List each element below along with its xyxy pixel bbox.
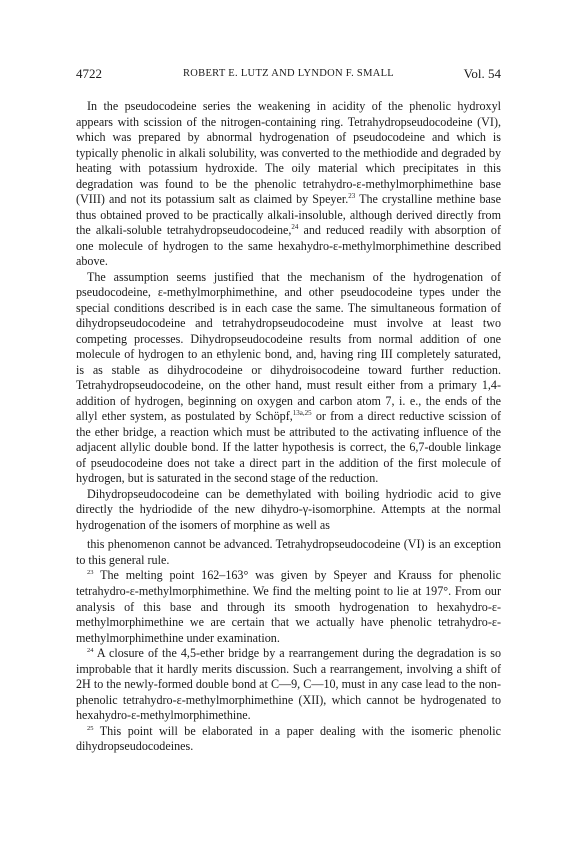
footnote-23 [76,568,501,646]
page-number: 4722 [76,66,102,81]
paragraph-3: Dihydropseudocodeine can be demethylated with boiling hydriodic acid to give directly the hydriodide of the new dihydro-γ-isomorphine. Attempts at the normal hydrogenation of the isomers of morphine as well as [76,486,501,532]
main-text [76,99,501,755]
footnote-23-text: The melting point 162–163° was given by Speyer and Krauss for phenolic tetrahydro-ε-methylmorphimethine. We find the melting point to lie at 197°. From our analysis of this base and through its smooth hydrogenation to hexahydro-ε-methylmorphimethine we are certain that we actually have phenolic tetrahydro-ε-methylmorphimethine under examination. [76,568,501,645]
footnote-25-number: 25 [87,724,94,732]
volume-label: Vol. 54 [463,66,501,81]
paragraph-1-text-b: The crystalline methine base thus obtained proved to be practically alkali-insoluble, although derived directly from the alkali-soluble tetrahydropseudocodeine, [76,192,501,238]
page-header [76,66,501,84]
paragraph-2 [76,270,501,487]
paragraph-1-text: In the pseudocodeine series the weakening in acidity of the phenolic hydroxyl appears with scission of the nitrogen-containing ring. Tetrahydropseudocodeine (VI), which was prepared by abnormal hydrogenation of pseudocodeine and which is typically phenolic in alkali solubility, was converted to the methiodide and degraded by heating with potassium hydroxide. The oily material which precipitates in this degradation was found to be the phenolic tetrahydro-ε-methylmorphimethine base (VIII) and not its potassium salt as claimed by Speyer. [76,99,501,207]
paragraph-1-text-c: and reduced readily with absorption of one molecule of hydrogen to the same hexahydro-ε-methylmorphimethine described above. [76,223,501,269]
paragraph-2-text: The assumption seems justified that the mechanism of the hydrogenation of pseudocodeine, ε-methylmorphimethine, and other pseudocodeine types under the special conditions described is in each case the same. The simultaneous formation of dihydropseudocodeine and tetrahydropseudocodeine must involve at least two competing processes. Dihydropseudocodeine results from normal addition of one molecule of hydrogen to an ethylenic bond, and, having ring III completely saturated, is as stable as dihydrocodeine or dihydroisocodeine toward further reduction. Tetrahydropseudocodeine, on the other hand, must result either from a primary 1,4-addition of hydrogen, beginning on oxygen and carbon atom 7, i. e., the ends of the allyl ether system, as postulated by Schöpf, [76,269,501,424]
footnote-23-number: 23 [87,569,94,577]
paragraph-1 [76,99,501,270]
footnote-ref-23: 23 [348,192,356,201]
paragraph-2-text-b: or from a direct reductive scission of the ether bridge, a reaction which must be attributed to the activating influence of the adjacent allylic double bond. If the latter hypothesis is correct, the 6,7-double linkage of pseudocodeine does not take a direct part in the addition of the first molecule of hydrogen, but is saturated in the second stage of the reduction. [76,409,501,486]
footnote-25 [76,724,501,755]
footnote-25-text: This point will be elaborated in a paper dealing with the isomeric phenolic dihydropseudocodeines. [76,723,501,754]
footnote-24-text: A closure of the 4,5-ether bridge by a rearrangement during the degradation is so improbable that it hardly merits discussion. Such a rearrangement, involving a shift of 2H to the newly-formed double bond at C—9, C—10, must in any case lead to the non-phenolic tetrahydro-ε-methylmorphimethine (XII), which cannot be hydrogenated to hexahydro-ε-methylmorphimethine. [76,646,501,723]
footnote-ref-24: 24 [291,223,299,232]
running-title: ROBERT E. LUTZ AND LYNDON F. SMALL [182,68,395,79]
footnote-continuation: this phenomenon cannot be advanced. Tetrahydropseudocodeine (VI) is an exception to this general rule. [76,537,501,567]
footnote-24 [76,646,501,724]
footnote-24-number: 24 [87,647,94,655]
footnote-ref-13a-25: 13a,25 [292,409,312,418]
